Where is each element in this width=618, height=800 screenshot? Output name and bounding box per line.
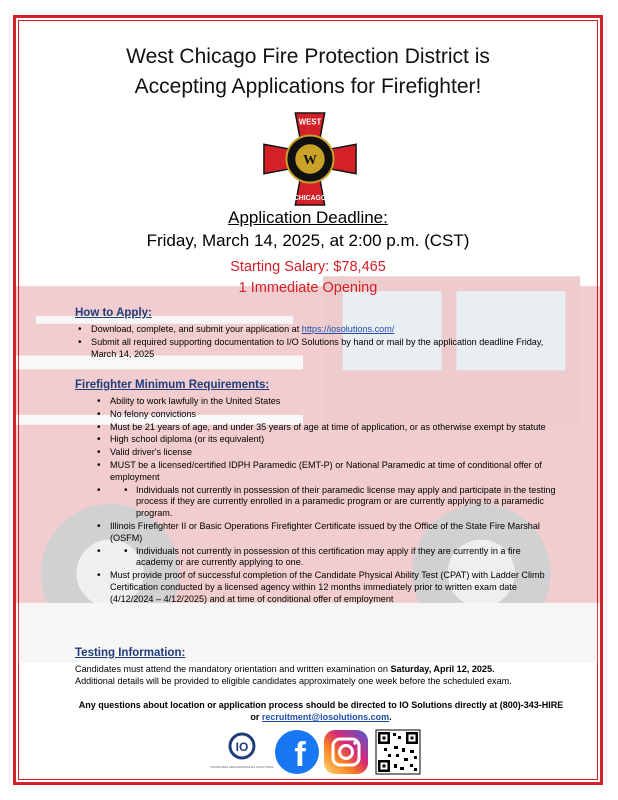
qr-code[interactable] — [376, 730, 420, 774]
facebook-icon[interactable] — [275, 730, 319, 774]
title-line-1: West Chicago Fire Protection District is — [126, 45, 490, 68]
testing-heading: Testing Information: — [75, 647, 186, 659]
sub-list-container — [94, 485, 556, 520]
testing-line-2: Additional details will be provided to eligible candidates approximately one week before the scheduled exam. — [75, 676, 512, 686]
starting-salary: Starting Salary: $78,465 — [230, 259, 386, 275]
deadline-heading: Application Deadline: — [228, 208, 388, 227]
testing-text: Candidates must attend the mandatory orientation and written examination on — [75, 664, 391, 674]
io-logo-caption: INDUSTRIAL ORGANIZATIONAL SOLUTIONS — [210, 765, 274, 769]
requirements-heading: Firefighter Minimum Requirements: — [75, 379, 270, 391]
contact-prefix: or — [250, 712, 262, 722]
list-item: • Ability to work lawfully in the United States — [94, 396, 556, 408]
requirements-list — [94, 396, 556, 607]
sub-list — [94, 546, 560, 570]
list-item: • Illinois Firefighter II or Basic Operations Firefighter Certificate issued by the Office of the State Fire Marshal (OSFM) — [94, 521, 556, 545]
opening-count: 1 Immediate Opening — [238, 280, 378, 296]
contact-email-link[interactable]: recruitment@iosolutions.com — [261, 712, 390, 722]
how-to-apply-list — [75, 324, 555, 361]
svg-text:WEST: WEST — [298, 117, 322, 127]
footer-icons — [210, 726, 424, 778]
flyer-frame — [13, 15, 603, 785]
svg-text:CHICAGO: CHICAGO — [293, 195, 327, 203]
svg-text:W: W — [303, 151, 317, 167]
sub-list-container — [94, 546, 556, 570]
apply-item-text: Download, complete, and submit your application at — [91, 324, 302, 334]
list-item: • MUST be a licensed/certified IDPH Paramedic (EMT-P) or National Paramedic at time of conditional offer of employment — [94, 460, 556, 484]
fire-district-logo — [261, 110, 359, 208]
list-item: • Valid driver's license — [94, 447, 556, 459]
contact-line-2 — [76, 711, 566, 723]
svg-text:f: f — [294, 736, 306, 774]
flyer-content — [16, 18, 600, 782]
list-item — [75, 324, 555, 336]
apply-link[interactable]: https://iosolutions.com/ — [301, 324, 395, 334]
contact-suffix: . — [389, 712, 392, 722]
svg-text:IO: IO — [235, 740, 249, 754]
list-item: • • Individuals not currently in possession of their paramedic license may apply and participate in the testing process if they are currently enrolled in a paramedic program or are currently applying to a paramedic program. — [120, 485, 560, 520]
title-line-2: Accepting Applications for Firefighter! — [134, 75, 482, 98]
testing-date: Saturday, April 12, 2025. — [390, 664, 495, 674]
instagram-icon[interactable] — [324, 730, 368, 774]
list-item: • Submit all required supporting documentation to I/O Solutions by hand or mail by the application deadline Friday, March 14, 2025 — [75, 337, 555, 361]
list-item: • High school diploma (or its equivalent) — [94, 434, 556, 446]
how-to-apply-heading: How to Apply: — [75, 307, 152, 319]
sub-list — [94, 485, 560, 520]
deadline-date: Friday, March 14, 2025, at 2:00 p.m. (CST) — [146, 231, 470, 250]
io-solutions-logo[interactable] — [211, 734, 274, 769]
list-item: • Must be 21 years of age, and under 35 years of age at time of application, or as otherwise exempt by statute — [94, 422, 556, 434]
list-item: • No felony convictions — [94, 409, 556, 421]
contact-line-1: Any questions about location or application process should be directed to IO Solutions directly at (800)-343-HIRE — [78, 700, 564, 710]
testing-line-1 — [75, 663, 575, 675]
list-item: • • Individuals not currently in possession of this certification may apply if they are currently in a fire academy or are currently applying to one. — [120, 546, 560, 570]
list-item: • Must provide proof of successful completion of the Candidate Physical Ability Test (CPAT) with Ladder Climb Certification conducted by a licensed agency within 12 months immediately prior to written exam date (4/12/2024 – 4/12/2025) and at time of conditional offer of employment — [94, 570, 556, 605]
